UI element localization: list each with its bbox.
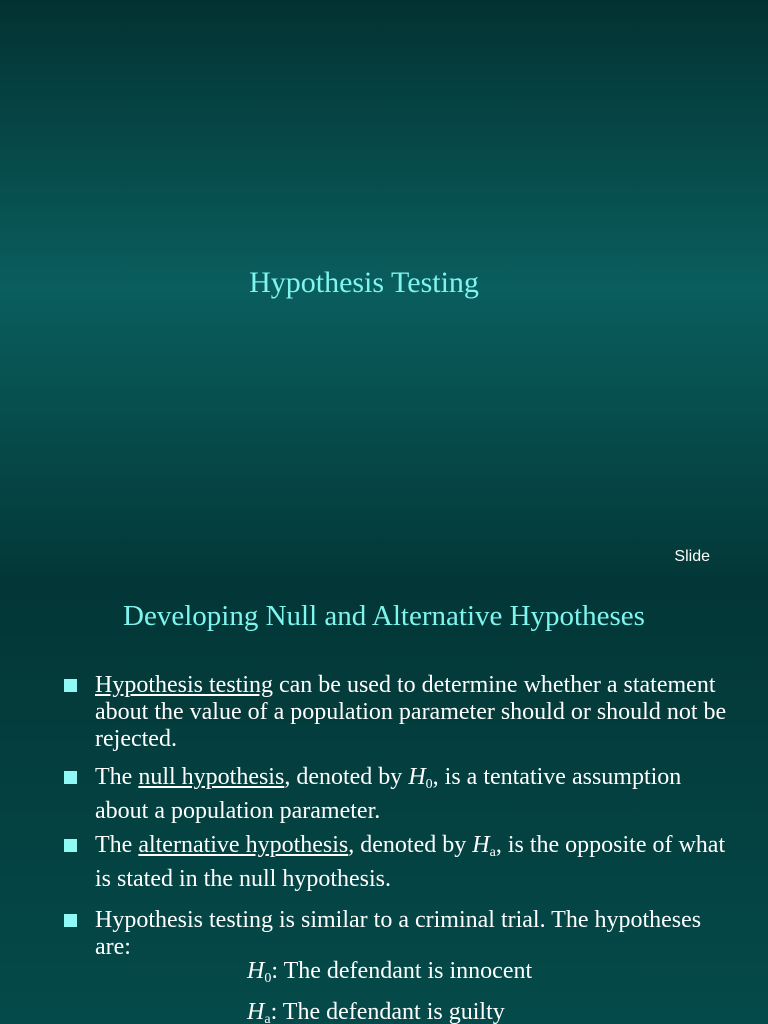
symbol-subscript: 0 — [425, 777, 433, 792]
bullet-text — [95, 832, 735, 893]
bullet-rest-text: can be used to determine whether a statement about the value of a population parameter should or should not be rejected. — [95, 672, 727, 752]
symbol-subscript: a — [489, 845, 496, 860]
slide-heading: Developing Null and Alternative Hypotheses — [123, 600, 645, 632]
bullet-square-icon — [64, 771, 77, 784]
slide-content — [0, 576, 768, 1024]
bullet-text: Hypothesis testing is similar to a criminal trial. The hypotheses are: — [95, 907, 702, 960]
term-null-hypothesis: null hypothesis — [138, 764, 285, 790]
slide-title-text: Hypothesis Testing — [249, 266, 479, 299]
symbol-subscript: 0 — [264, 971, 272, 986]
hypothesis-null-line — [247, 957, 532, 993]
hypothesis-text: : The defendant is guilty — [270, 999, 505, 1024]
hypothesis-alternative-line — [247, 998, 505, 1024]
term-hypothesis-testing: Hypothesis testing — [95, 672, 273, 698]
bullet-rest-text: , is a tentative assumption about a population parameter. — [95, 764, 682, 824]
symbol-letter: H — [247, 958, 265, 984]
bullet-prefix: The — [95, 832, 133, 858]
term-alternative-hypothesis: alternative hypothesis — [138, 832, 349, 858]
bullet-rest-text: , is the opposite of what is stated in the null hypothesis. — [95, 832, 726, 892]
symbol-h-alternative — [472, 832, 496, 858]
symbol-letter: H — [247, 999, 265, 1024]
symbol-subscript: a — [264, 1012, 271, 1024]
bullet-mid-text: , denoted by — [284, 764, 403, 790]
bullet-mid-text: , denoted by — [348, 832, 467, 858]
bullet-square-icon — [64, 914, 77, 927]
hypothesis-text: : The defendant is innocent — [271, 958, 533, 984]
symbol-h-null — [408, 764, 432, 790]
bullet-text — [95, 672, 735, 753]
symbol-h-null — [247, 958, 271, 984]
bullet-text — [95, 764, 735, 825]
symbol-letter: H — [408, 764, 426, 790]
bullet-square-icon — [64, 839, 77, 852]
bullet-square-icon — [64, 679, 77, 692]
bullet-prefix: The — [95, 764, 133, 790]
symbol-letter: H — [472, 832, 490, 858]
slide-footer-label: Slide — [674, 548, 710, 565]
symbol-h-alternative — [247, 999, 271, 1024]
